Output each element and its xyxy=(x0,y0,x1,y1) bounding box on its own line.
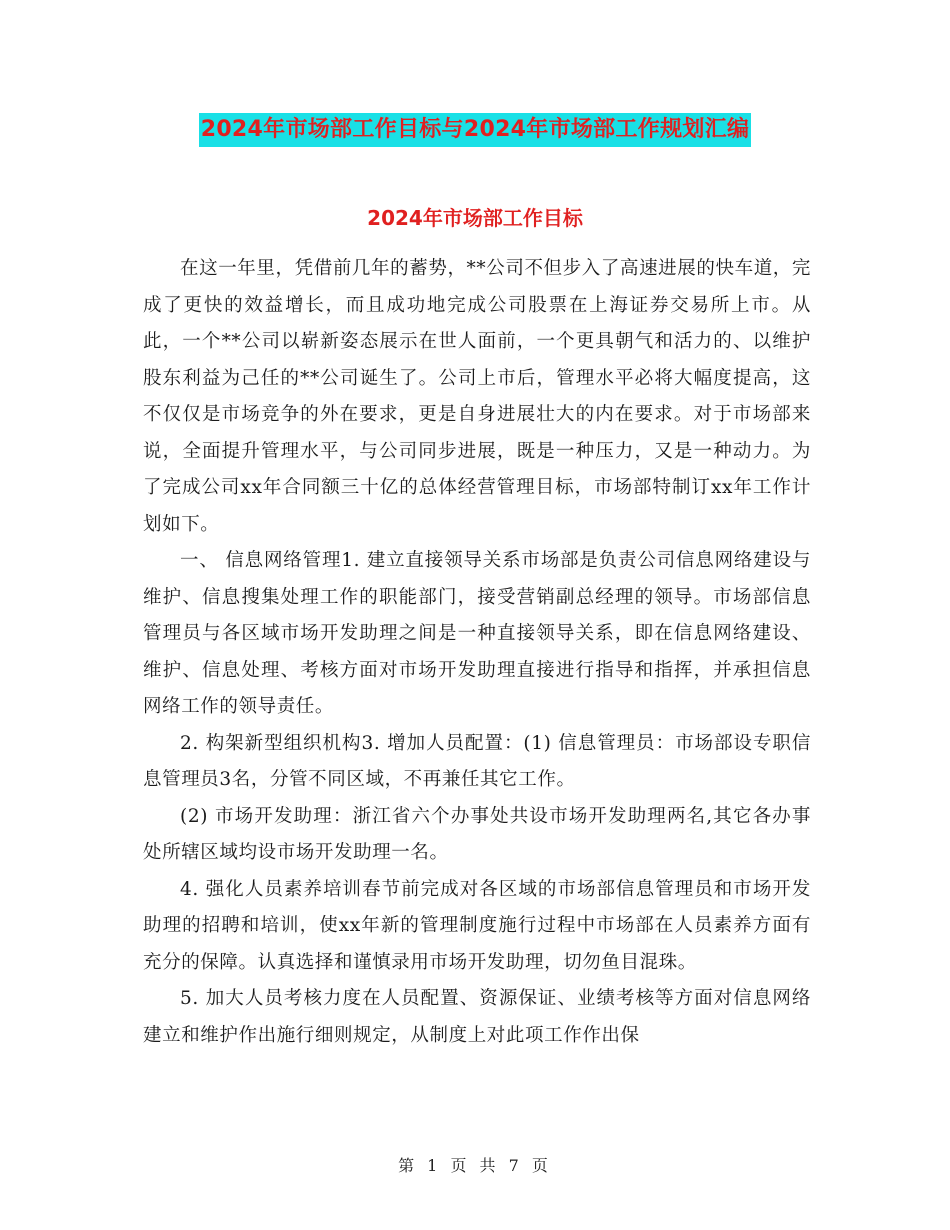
document-title-text: 2024年市场部工作目标与2024年市场部工作规划汇编 xyxy=(199,113,752,147)
paragraph-market-assistant: (2) 市场开发助理：浙江省六个办事处共设市场开发助理两名,其它各办事处所辖区域均设市场开发助理一名。 xyxy=(143,805,811,863)
page-footer: 第 1 页 共 7 页 xyxy=(398,1156,552,1175)
paragraph-org-structure: 2. 构架新型组织机构3. 增加人员配置：(1) 信息管理员：市场部设专职信息管理员3名，分管不同区域，不再兼任其它工作。 xyxy=(143,732,811,790)
document-body xyxy=(143,251,811,1054)
document-title xyxy=(0,113,950,147)
paragraph-info-network: 一、 信息网络管理1. 建立直接领导关系市场部是负责公司信息网络建设与维护、信息搜集处理工作的职能部门，接受营销副总经理的领导。市场部信息管理员与各区域市场开发助理之间是一种直接领导关系，即在信息网络建设、维护、信息处理、考核方面对市场开发助理直接进行指导和指挥，并承担信息网络工作的领导责任。 xyxy=(143,550,811,717)
paragraph-assessment: 5. 加大人员考核力度在人员配置、资源保证、业绩考核等方面对信息网络建立和维护作出施行细则规定，从制度上对此项工作作出保 xyxy=(143,988,811,1046)
paragraph-intro: 在这一年里，凭借前几年的蓄势，**公司不但步入了高速进展的快车道，完成了更快的效益增长，而且成功地完成公司股票在上海证券交易所上市。从此，一个**公司以崭新姿态展示在世人面前，一个更具朝气和活力的、以维护股东利益为己任的**公司诞生了。公司上市后，管理水平必将大幅度提高，这不仅仅是市场竞争的外在要求，更是自身进展壮大的内在要求。对于市场部来说，全面提升管理水平，与公司同步进展，既是一种压力，又是一种动力。为了完成公司xx年合同额三十亿的总体经营管理目标，市场部特制订xx年工作计划如下。 xyxy=(143,258,811,535)
section-title: 2024年市场部工作目标 xyxy=(367,206,583,230)
paragraph-training: 4. 强化人员素养培训春节前完成对各区域的市场部信息管理员和市场开发助理的招聘和培训，使xx年新的管理制度施行过程中市场部在人员素养方面有充分的保障。认真选择和谨慎录用市场开发助理，切勿鱼目混珠。 xyxy=(143,878,811,973)
